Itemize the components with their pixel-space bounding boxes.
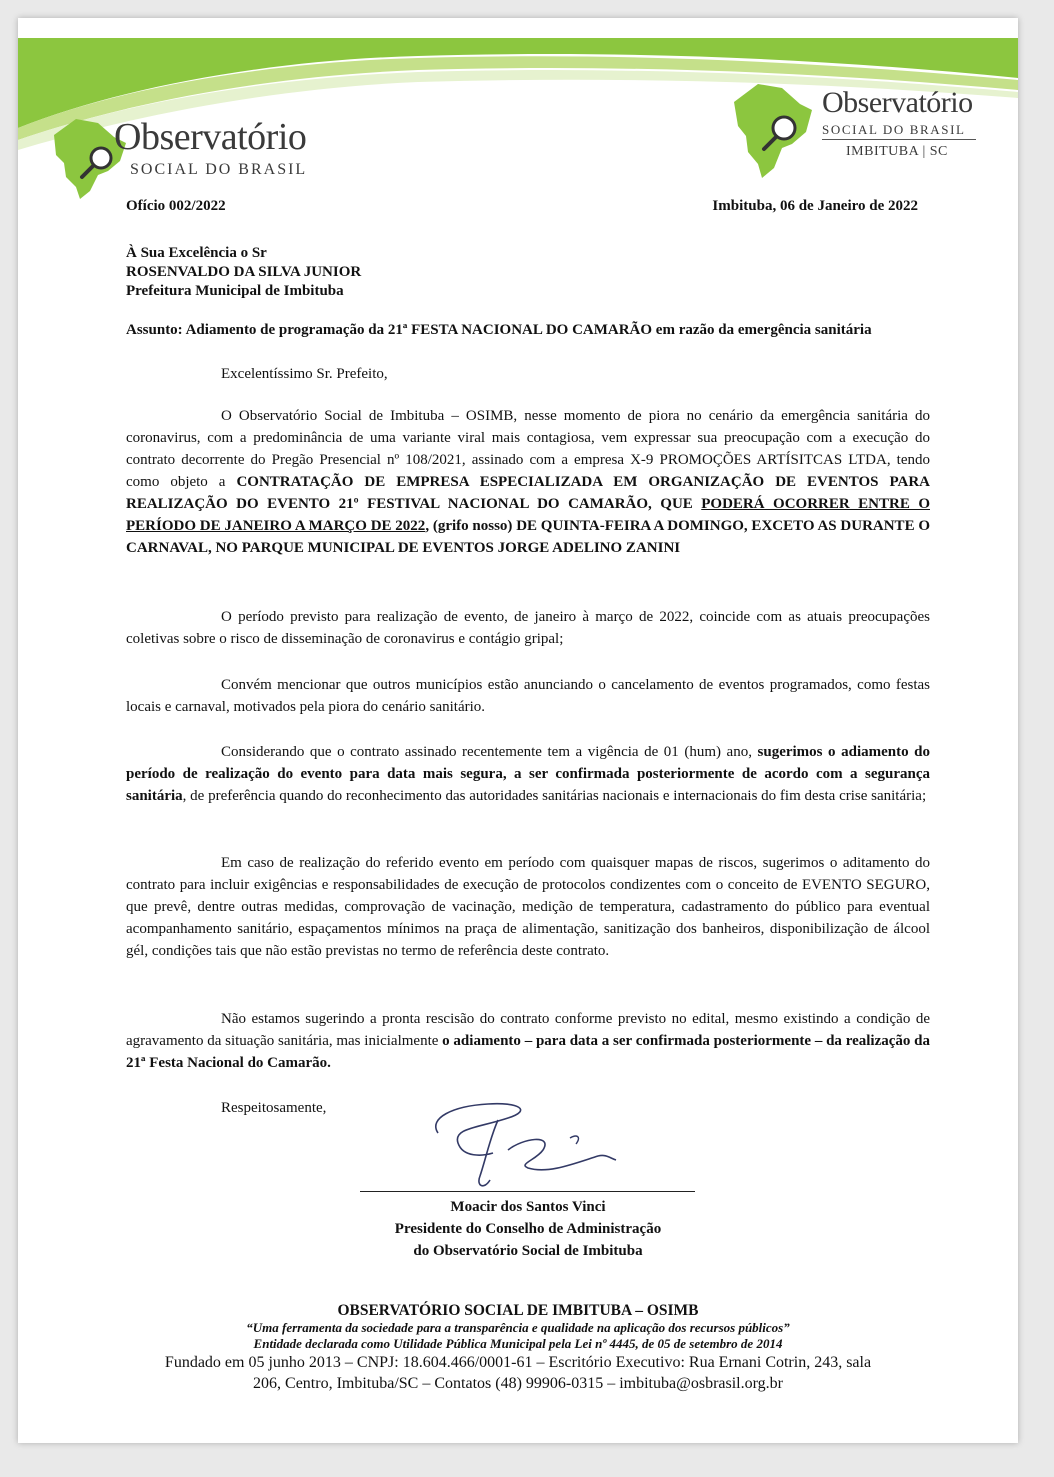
paragraph-3-text: Convém mencionar que outros municípios estão anunciando o cancelamento de eventos programados, como festas locais e carnaval, motivados pela piora do cenário sanitário.	[126, 677, 930, 715]
signature-line	[360, 1191, 695, 1192]
recipient-block	[126, 244, 361, 301]
paragraph-1-bold: CONTRATAÇÃO DE EMPRESA ESPECIALIZADA EM ORGANIZAÇÃO DE EVENTOS PARA REALIZAÇÃO DO EVENTO 21º FESTIVAL NACIONAL DO CAMARÃO, QUE	[126, 474, 930, 512]
page-footer	[18, 1301, 1018, 1394]
greeting: Excelentíssimo Sr. Prefeito,	[221, 366, 388, 382]
logo-right	[726, 76, 996, 186]
brazil-map-icon	[726, 76, 821, 186]
paragraph-4-text: Considerando que o contrato assinado recentemente tem a vigência de 01 (hum) ano,	[221, 744, 758, 760]
paragraph-1-text: O Observatório Social de Imbituba – OSIMB, nesse momento de piora no cenário da emergência sanitária do coronavirus, com a predominância de uma variante viral mais contagiosa, vem expressar sua preocupação com a execução do contrato decorrente do Pregão Presencial nº 108/2021, assinado com a empresa X-9 PROMOÇÕES ARTÍSITCAS LTDA, tendo como objeto a	[126, 408, 930, 490]
signer-role: Presidente do Conselho de Administração	[394, 1221, 662, 1237]
logo-left-subtitle: SOCIAL DO BRASIL	[130, 161, 308, 178]
paragraph-1-underlined: PODERÁ OCORRER ENTRE O PERÍODO DE JANEIRO A MARÇO DE 2022	[126, 496, 930, 534]
letter-reference: Ofício 002/2022	[126, 198, 226, 214]
recipient-institution: Prefeitura Municipal de Imbituba	[126, 283, 344, 299]
signer-block	[258, 1196, 798, 1262]
recipient-title: À Sua Excelência o Sr	[126, 245, 267, 261]
paragraph-1-bold-end: , (grifo nosso) DE QUINTA-FEIRA A DOMINGO, EXCETO AS DURANTE O CARNAVAL, NO PARQUE MUNICIPAL DE EVENTOS JORGE ADELINO ZANINI	[126, 518, 931, 556]
signer-organization: do Observatório Social de Imbituba	[413, 1243, 643, 1259]
paragraph-6-text: Não estamos sugerindo a pronta rescisão do contrato conforme previsto no edital, mesmo existindo a condição de agravamento da situação sanitária, mas inicialmente	[126, 1011, 930, 1049]
paragraph-5-text: Em caso de realização do referido evento em período com quaisquer mapas de riscos, sugerimos o aditamento do contrato para incluir exigências e responsabilidades de execução de protocolos condizentes com o conceito de EVENTO SEGURO, que prevê, dentre outras medidas, comprovação de vacinação, medição de temperatura, cadastramento do público para eventual acompanhamento sanitário, espaçamentos mínimos na praça de alimentação, sanitização dos banheiros, disponibilização de álcool gél, condições tais que não estão previstas no termo de referência deste contrato.	[126, 855, 930, 959]
footer-organization: OBSERVATÓRIO SOCIAL DE IMBITUBA – OSIMB	[337, 1302, 699, 1319]
paragraph-5	[126, 852, 930, 962]
footer-motto: “Uma ferramenta da sociedade para a transparência e qualidade na aplicação dos recursos públicos”	[246, 1320, 790, 1335]
paragraph-4-text-end: , de preferência quando do reconhecimento das autoridades sanitárias nacionais e internacionais do fim desta crise sanitária;	[182, 788, 927, 804]
footer-address-line-1: Fundado em 05 junho 2013 – CNPJ: 18.604.466/0001-61 – Escritório Executivo: Rua Ernani Cotrin, 243, sala	[164, 1354, 872, 1371]
paragraph-3	[126, 674, 930, 718]
footer-address-line-2: 206, Centro, Imbituba/SC – Contatos (48) 99906-0315 – imbituba@osbrasil.org.br	[253, 1375, 783, 1392]
closing: Respeitosamente,	[221, 1100, 327, 1116]
logo-right-place: IMBITUBA | SC	[846, 144, 948, 159]
handwritten-signature	[358, 1098, 698, 1198]
logo-right-subtitle: SOCIAL DO BRASIL	[822, 122, 966, 137]
letter-subject: Assunto: Adiamento de programação da 21ª FESTA NACIONAL DO CAMARÃO em razão da emergência sanitária	[126, 322, 872, 338]
paragraph-6	[126, 1008, 930, 1074]
letter-page	[18, 18, 1018, 1443]
recipient-name: ROSENVALDO DA SILVA JUNIOR	[126, 264, 362, 280]
footer-utility-statement: Entidade declarada como Utilidade Pública Municipal pela Lei nº 4445, de 05 de setembro de 2014	[253, 1336, 783, 1351]
logo-left	[46, 113, 326, 203]
logo-right-divider	[822, 139, 976, 140]
paragraph-1	[126, 405, 930, 559]
logo-right-wordmark: Observatório	[822, 86, 973, 119]
paragraph-2	[126, 606, 930, 650]
logo-left-wordmark: Observatório	[114, 116, 307, 158]
paragraph-6-bold: o adiamento – para data a ser confirmada posteriormente – da realização da 21ª Festa Nacional do Camarão.	[126, 1033, 930, 1071]
paragraph-4	[126, 741, 930, 807]
paragraph-4-bold: sugerimos o adiamento do período de realização do evento para data mais segura, a ser confirmada posteriormente de acordo com a segurança sanitária	[126, 744, 930, 804]
signer-name: Moacir dos Santos Vinci	[450, 1199, 606, 1215]
paragraph-2-text: O período previsto para realização de evento, de janeiro à março de 2022, coincide com as atuais preocupações coletivas sobre o risco de disseminação de coronavirus e contágio gripal;	[126, 609, 930, 647]
letter-date: Imbituba, 06 de Janeiro de 2022	[712, 198, 918, 214]
